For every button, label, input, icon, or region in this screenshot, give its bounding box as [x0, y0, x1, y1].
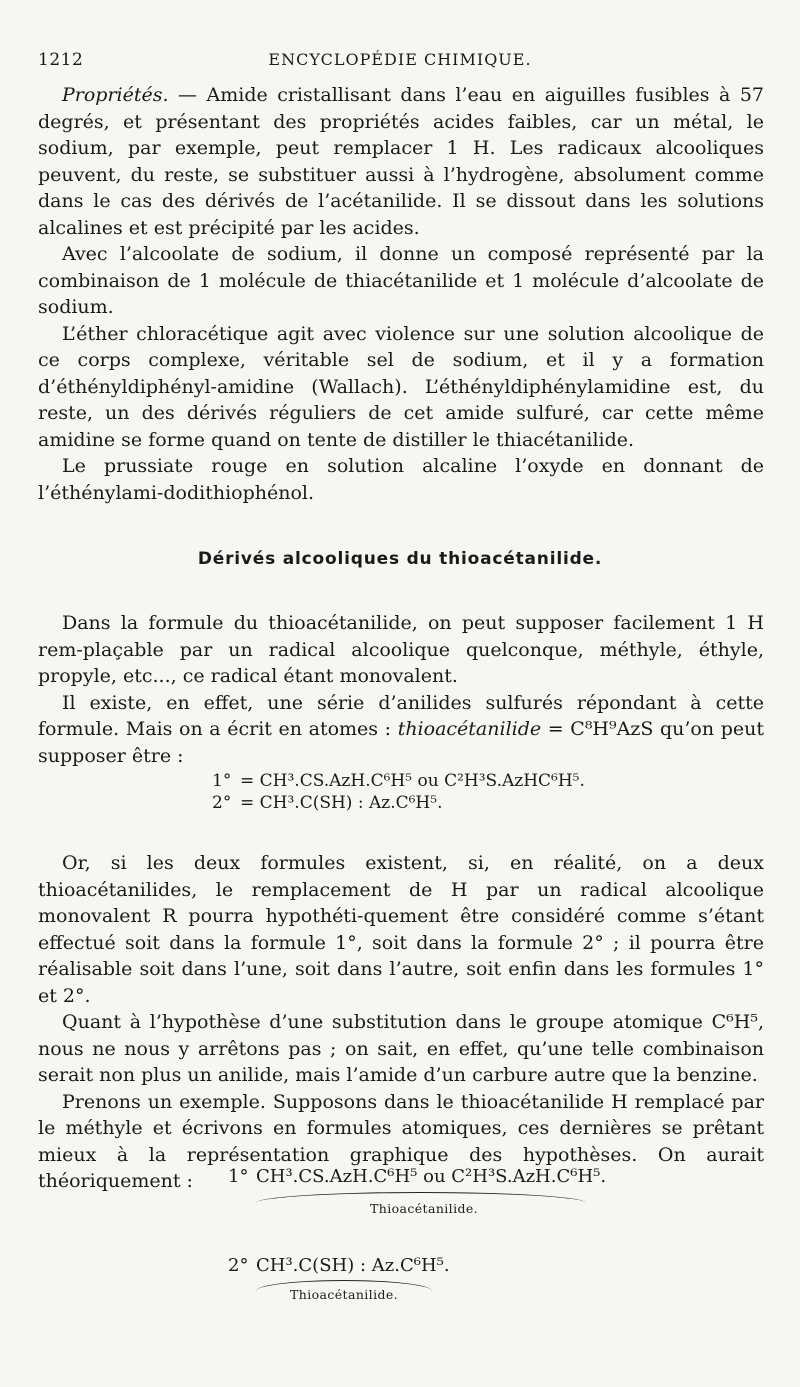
properties-label: Propriétés.	[62, 84, 169, 106]
formula-2	[212, 792, 442, 814]
formula-4-number: 2°	[228, 1255, 249, 1276]
formula-3-text: CH³.CS.AzH.C⁶H⁵ ou C²H³S.AzH.C⁶H⁵.	[256, 1166, 607, 1187]
body-block-1	[38, 610, 764, 769]
page-header	[38, 50, 762, 74]
formula-1-text: = CH³.CS.AzH.C⁶H⁵ ou C²H³S.AzHC⁶H⁵.	[240, 771, 585, 791]
page-number: 1212	[38, 50, 84, 70]
paragraph-ether: L’éther chloracétique agit avec violence sur une solution alcoolique de ce corps complexe, véritable sel de sodium, et il y a formation d’éthényldiphényl-amidine (Wallach). L’éthényldiphénylamidine est, du reste, un des dérivés réguliers de cet amide sulfuré, car cette même amidine se forme quand on tente de distiller le thiacétanilide.	[38, 322, 764, 451]
paragraph-formula-intro: Dans la formule du thioacétanilide, on peut supposer facilement 1 H rem-plaçable par un radical alcoolique quelconque, méthyle, éthyle, propyle, etc..., ce radical étant monovalent.	[38, 612, 764, 687]
anilides-term: thioacétanilide	[397, 718, 542, 740]
formula-3-number: 1°	[228, 1166, 249, 1187]
formula-1-number: 1°	[212, 771, 232, 791]
formula-3	[228, 1166, 606, 1188]
running-title: ENCYCLOPÉDIE CHIMIQUE.	[268, 50, 532, 69]
formula-1	[212, 770, 585, 792]
formula-4-caption: Thioacétanilide.	[290, 1287, 399, 1302]
paragraph-alcoolate: Avec l’alcoolate de sodium, il donne un composé représenté par la combinaison de 1 molécule de thiacétanilide et 1 molécule d’alcoolate de sodium.	[38, 243, 764, 318]
paragraph-properties	[38, 82, 764, 241]
paragraph-two-formulas: Or, si les deux formules existent, si, en réalité, on a deux thioacétanilides, le remplacement de H par un radical alcoolique monovalent R pourra hypothéti-quement être considéré comme s’étant effectué soit dans la formule 1°, soit dans la formule 2° ; il pourra être réalisable soit dans l’une, soit dans l’autre, soit enfin dans les formules 1° et 2°.	[38, 852, 764, 1007]
intro-block	[38, 82, 764, 506]
formula-4	[228, 1255, 450, 1277]
body-block-2	[38, 850, 764, 1195]
properties-text: — Amide cristallisant dans l’eau en aiguilles fusibles à 57 degrés, et présentant des propriétés acides faibles, car un métal, le sodium, par exemple, peut remplacer 1 H. Les radicaux alcooliques peuvent, du reste, se substituer aussi à l’hydrogène, absolument comme dans le cas des dérivés de l’acétanilide. Il se dissout dans les solutions alcalines et est précipité par les acides.	[38, 84, 764, 239]
anilides-text: Il existe, en effet, une série d’anilides sulfurés répondant à cette formule. Mais on a écrit en atomes :	[38, 691, 764, 740]
paragraph-prussiate: Le prussiate rouge en solution alcaline l’oxyde en donnant de l’éthénylami-dodithiophénol.	[38, 455, 764, 504]
paragraph-example: Prenons un exemple. Supposons dans le thioacétanilide H remplacé par le méthyle et écrivons en formules atomiques, ces dernières se prêtant mieux à la représentation graphique des hypothèses. On aurait théoriquement :	[38, 1090, 764, 1192]
section-title: Dérivés alcooliques du thioacétanilide.	[197, 549, 603, 569]
anilides-formula: = C⁸H⁹AzS qu’on peut supposer être :	[38, 718, 764, 767]
paragraph-substitution: Quant à l’hypothèse d’une substitution dans le groupe atomique C⁶H⁵, nous ne nous y arrêtons pas ; on sait, en effet, qu’une telle combinaison serait non plus un anilide, mais l’amide d’un carbure autre que la benzine.	[38, 1011, 764, 1086]
formula-3-caption: Thioacétanilide.	[370, 1201, 479, 1216]
formula-2-number: 2°	[212, 793, 232, 813]
formula-4-text: CH³.C(SH) : Az.C⁶H⁵.	[256, 1255, 450, 1276]
formula-2-text: = CH³.C(SH) : Az.C⁶H⁵.	[240, 793, 443, 813]
paragraph-anilides	[38, 690, 764, 770]
